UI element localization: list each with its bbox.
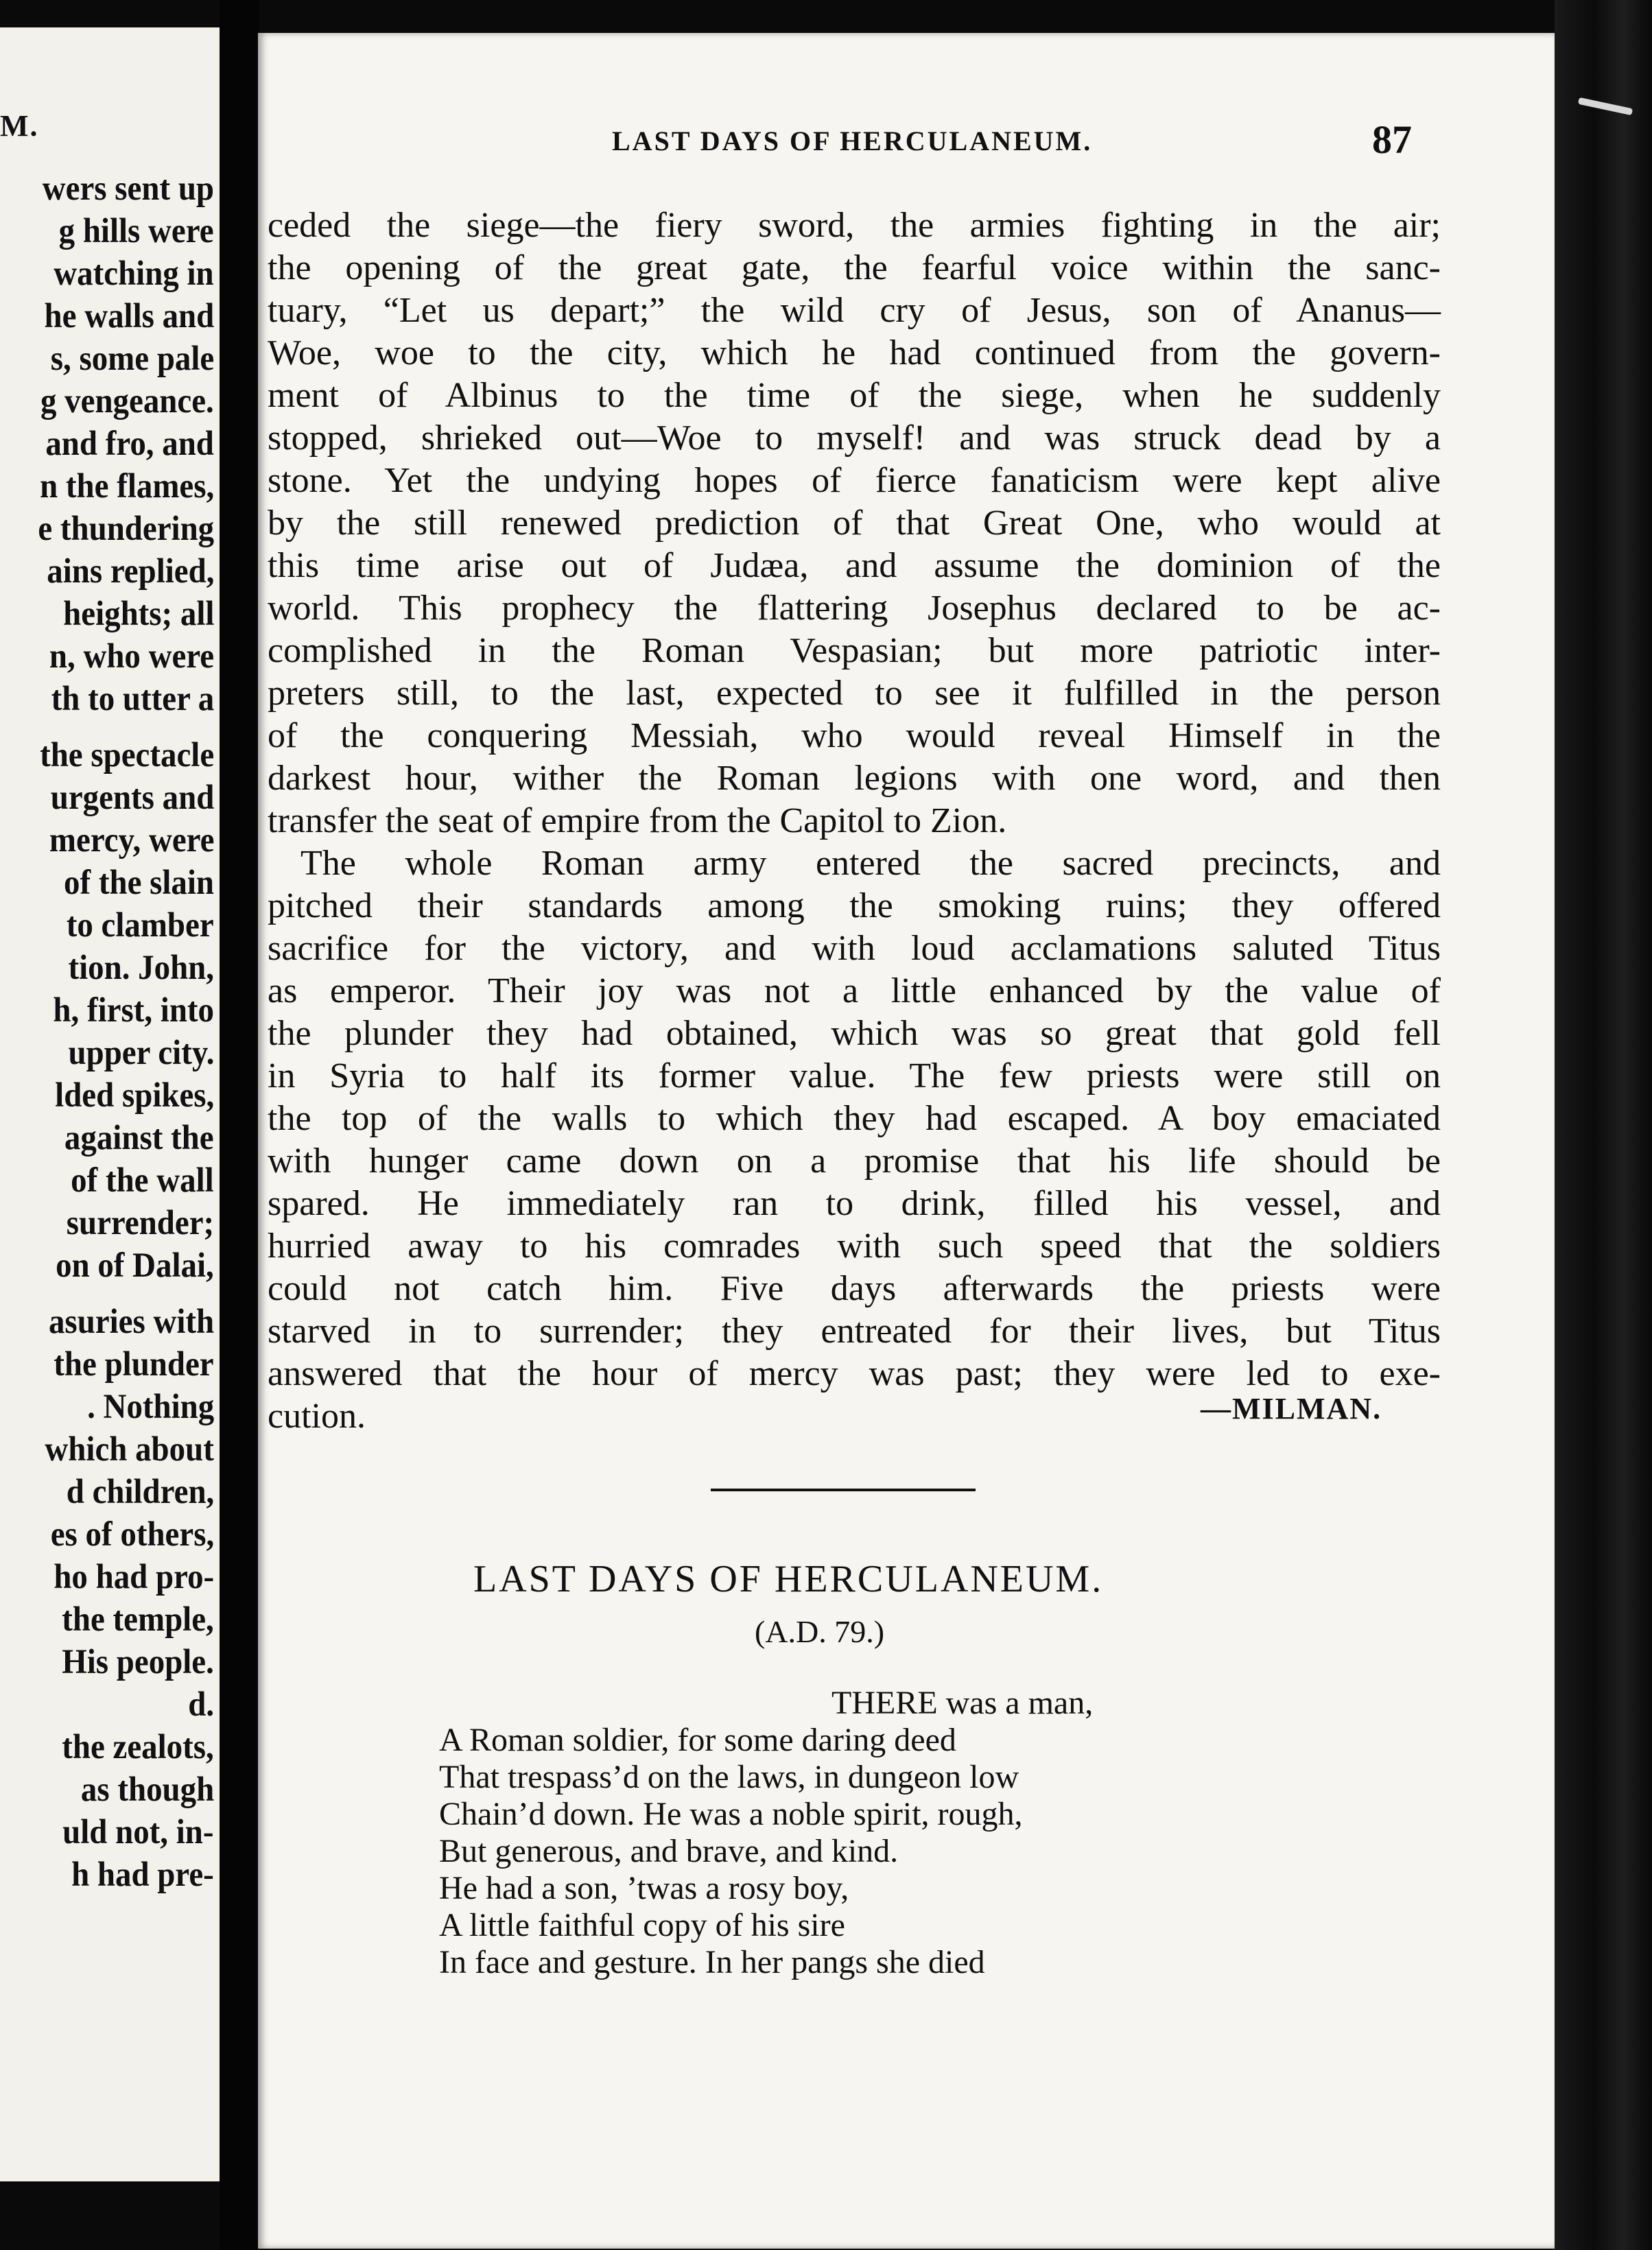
poem-line: Chain’d down. He was a noble spirit, rough, xyxy=(439,1796,1023,1832)
facing-page-line: tion. John, xyxy=(68,949,214,987)
facing-page-line: e thundering xyxy=(38,510,214,548)
text-line: darkest hour, wither the Roman legions with one word, and then xyxy=(268,759,1441,798)
poem-line: A Roman soldier, for some daring deed xyxy=(439,1722,956,1758)
text-line: answered that the hour of mercy was past; they were led to exe- xyxy=(268,1354,1441,1393)
text-line: this time arise out of Judæa, and assume the dominion of the xyxy=(268,546,1441,585)
facing-page-line: h had pre- xyxy=(71,1856,214,1894)
text-line: spared. He immediately ran to drink, filled his vessel, and xyxy=(268,1184,1441,1223)
facing-page-line: the temple, xyxy=(62,1600,214,1639)
text-line: complished in the Roman Vespasian; but more patriotic inter- xyxy=(268,631,1441,670)
facing-page-line: to clamber xyxy=(67,906,214,945)
book-gutter xyxy=(220,0,259,2250)
facing-page-line: of the slain xyxy=(64,864,214,902)
text-line: as emperor. Their joy was not a little enhanced by the value of xyxy=(268,971,1441,1010)
facing-page-line: n the flames, xyxy=(39,467,214,506)
facing-page-line: on of Dalai, xyxy=(56,1246,214,1285)
text-line: hurried away to his comrades with such speed that the soldiers xyxy=(268,1227,1441,1266)
facing-page-line: n, who were xyxy=(49,637,214,676)
poem-line: A little faithful copy of his sire xyxy=(439,1907,845,1943)
facing-page-line: His people. xyxy=(62,1643,214,1681)
poem-title: LAST DAYS OF HERCULANEUM. xyxy=(473,1558,1104,1600)
facing-page-line: mercy, were xyxy=(49,821,214,860)
facing-page-line: ho had pro- xyxy=(54,1558,214,1596)
facing-page-line: and fro, and xyxy=(45,425,214,463)
text-line: in Syria to half its former value. The few priests were still on xyxy=(268,1056,1441,1096)
facing-page-line: uld not, in- xyxy=(62,1813,214,1851)
facing-page-line: asuries with xyxy=(48,1303,214,1341)
page-number: 87 xyxy=(1372,117,1412,162)
facing-page-line: es of others, xyxy=(50,1515,214,1554)
poem-line: But generous, and brave, and kind. xyxy=(439,1833,899,1869)
facing-page-line: against the xyxy=(64,1119,214,1157)
facing-page-line: d children, xyxy=(66,1473,214,1511)
facing-page-line: surrender; xyxy=(66,1204,214,1242)
facing-page-line: lded spikes, xyxy=(54,1076,214,1115)
facing-page-line: the plunder xyxy=(54,1345,214,1384)
facing-page-line: the spectacle xyxy=(39,736,214,774)
facing-page-line: as though xyxy=(80,1771,214,1809)
text-line: starved in to surrender; they entreated for their lives, but Titus xyxy=(268,1312,1441,1351)
text-line: of the conquering Messiah, who would reveal Himself in the xyxy=(268,716,1441,755)
facing-page-line: he walls and xyxy=(44,297,214,335)
section-rule xyxy=(711,1489,976,1491)
poem-line: In face and gesture. In her pangs she died xyxy=(439,1944,985,1980)
facing-page-line: g vengeance. xyxy=(40,382,214,421)
facing-page-line: of the wall xyxy=(71,1161,214,1200)
text-line: by the still renewed prediction of that Great One, who would at xyxy=(268,504,1441,543)
facing-page-line: . Nothing xyxy=(86,1388,214,1426)
text-line: with hunger came down on a promise that his life should be xyxy=(268,1141,1441,1181)
text-line: tuary, “Let us depart;” the wild cry of Jesus, son of Ananus— xyxy=(268,291,1441,330)
text-line: cution. xyxy=(268,1397,366,1436)
facing-page-line: watching in xyxy=(54,254,214,293)
facing-page-line: s, some pale xyxy=(50,340,214,378)
text-line: stopped, shrieked out—Woe to myself! and was struck dead by a xyxy=(268,418,1441,458)
poem-line: He had a son, ’twas a rosy boy, xyxy=(439,1870,849,1906)
poem-date: (A.D. 79.) xyxy=(755,1614,885,1649)
text-line: world. This prophecy the flattering Josephus declared to be ac- xyxy=(268,589,1441,628)
text-line: The whole Roman army entered the sacred precincts, and xyxy=(300,844,1441,883)
facing-page-line: d. xyxy=(188,1685,214,1724)
text-line: sacrifice for the victory, and with loud acclamations saluted Titus xyxy=(268,929,1441,968)
text-line: the plunder they had obtained, which was so great that gold fell xyxy=(268,1014,1441,1053)
facing-page-line: which about xyxy=(45,1430,214,1469)
facing-page-fragment xyxy=(0,27,220,2181)
facing-page-line: h, first, into xyxy=(53,991,214,1030)
facing-page-line: th to utter a xyxy=(51,680,214,718)
text-line: transfer the seat of empire from the Capitol to Zion. xyxy=(268,801,1007,840)
text-line: the top of the walls to which they had escaped. A boy emaciated xyxy=(268,1099,1441,1138)
book-edge xyxy=(1555,0,1652,2250)
facing-page-running-head: M. xyxy=(0,109,39,143)
text-line: preters still, to the last, expected to see it fulfilled in the person xyxy=(268,674,1441,713)
facing-page-line: wers sent up xyxy=(42,169,214,208)
text-line: the opening of the great gate, the fearful voice within the sanc- xyxy=(268,248,1441,287)
facing-page-line: urgents and xyxy=(50,779,214,817)
text-line: Woe, woe to the city, which he had continued from the govern- xyxy=(268,333,1441,372)
facing-page-line: the zealots, xyxy=(62,1728,214,1766)
running-head: LAST DAYS OF HERCULANEUM. xyxy=(612,126,1093,156)
text-line: could not catch him. Five days afterwards the priests were xyxy=(268,1269,1441,1308)
facing-page-line: g hills were xyxy=(59,212,214,250)
text-line: ceded the siege—the fiery sword, the armies fighting in the air; xyxy=(268,206,1441,245)
text-line: pitched their standards among the smoking ruins; they offered xyxy=(268,886,1441,925)
facing-page-line: heights; all xyxy=(62,595,214,633)
text-line: ment of Albinus to the time of the siege, when he suddenly xyxy=(268,376,1441,415)
text-line: stone. Yet the undying hopes of fierce fanaticism were kept alive xyxy=(268,461,1441,500)
attribution: —MILMAN. xyxy=(1201,1392,1382,1425)
poem-line: That trespass’d on the laws, in dungeon low xyxy=(439,1759,1019,1795)
poem-line: THERE was a man, xyxy=(831,1685,1094,1721)
facing-page-line: ains replied, xyxy=(46,552,214,591)
facing-page-line: upper city. xyxy=(68,1034,214,1072)
